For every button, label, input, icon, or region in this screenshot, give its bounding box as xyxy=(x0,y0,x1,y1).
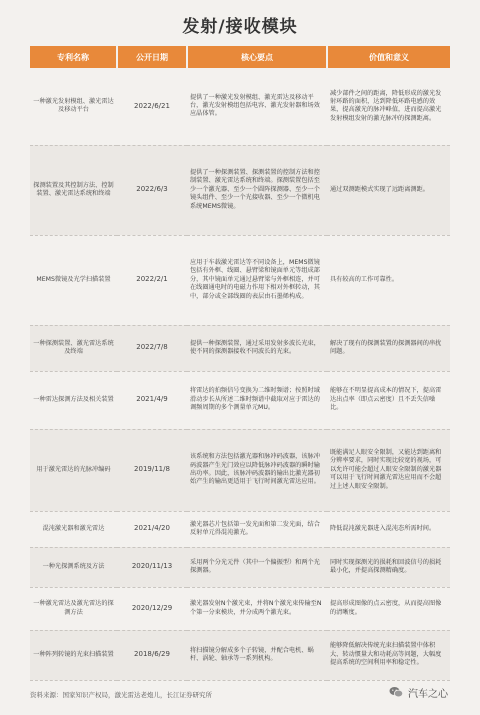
cell-core: 提供一种探测装置，通过采用发射多波长光束，使不同的探测器接收不同波长的光束。 xyxy=(187,325,327,371)
cell-value: 降低混沌激光器进入混沌态所需时间。 xyxy=(327,511,450,547)
cell-patent-name: MEMS微镜及光学扫描装置 xyxy=(30,235,117,325)
cell-core: 该系统和方法包括激光器和脉冲码波器，该脉冲码波器产生光门效应以降低脉冲码波器的瞬时输出功率。因此，该脉冲码波器的输出比激光器初始产生的输出更适用于飞行时间激光雷达应用。 xyxy=(187,429,327,511)
table-row xyxy=(30,429,450,511)
table-row xyxy=(30,235,450,325)
cell-patent-name: 探测装置及其控制方法、控制装置、激光雷达系统和终端 xyxy=(30,145,117,235)
brand-watermark xyxy=(388,684,448,700)
cell-date: 2020/12/29 xyxy=(117,587,187,630)
header-core-points: 核心要点 xyxy=(187,46,327,68)
cell-value: 通过双测距模式实现了远距离测距。 xyxy=(327,145,450,235)
cell-date: 2020/11/13 xyxy=(117,547,187,587)
cell-core: 提供了一种探测装置、探测装置的控制方法和控制装置、激光雷达系统和终端。探测装置包括至少一个激光器、至少一个圆阵探测器、至少一个镜头组件、至少一个光接收器、至少一个微机电系统MEMS微镜。 xyxy=(187,145,327,235)
table-row xyxy=(30,587,450,630)
cell-core: 提供了一种激光发射模组、激光雷达及移动平台，激光发射模组包括电容、激光发射器和场效应晶体管。 xyxy=(187,68,327,145)
table-row xyxy=(30,68,450,145)
patent-table xyxy=(30,46,450,681)
table-row xyxy=(30,547,450,587)
cell-value: 既能满足人眼安全限制，又能达到距离和分辨率要求，同时实现比较宽的视场，可以允许可能会超过人眼安全限制的激光器可以用于飞行时间激光雷达应用而不会超过上述人眼安全限制。 xyxy=(327,429,450,511)
cell-value: 同时实现探测光的损耗和回波信号的损耗最小化，并提高探测精确度。 xyxy=(327,547,450,587)
cell-value: 具有较高的工作可靠性。 xyxy=(327,235,450,325)
cell-patent-name: 一种激光发射模组、激光雷达及移动平台 xyxy=(30,68,117,145)
cell-value: 减少部件之间的距离，降低形成的激光发射环路的面积，达到降低环路电感的效果，提高激光的脉冲峰值，进而提高激光发射模组发射的激光脉冲的探测距离。 xyxy=(327,68,450,145)
cell-value: 提高形成图像的点云密度，从而提高图像的清晰度。 xyxy=(327,587,450,630)
cell-date: 2018/6/29 xyxy=(117,630,187,680)
table-row xyxy=(30,145,450,235)
cell-value: 解决了现有的探测装置的探测器间的串扰问题。 xyxy=(327,325,450,371)
cell-date: 2021/4/9 xyxy=(117,371,187,429)
cell-date: 2022/7/8 xyxy=(117,325,187,371)
cell-patent-name: 混沌激光器和激光雷达 xyxy=(30,511,117,547)
cell-core: 应用于车载激光雷达等不同设备上，MEMS微镜包括有外框、线圈、悬臂梁和镜面单元等组成部分，其中镜面单元通过悬臂梁与外框相连，并可在线圈通电时的电磁力作用下相对外框转动，其中，部分或全部线圈的表层由石墨烯构成。 xyxy=(187,235,327,325)
header-patent-name: 专利名称 xyxy=(30,46,117,68)
table-row xyxy=(30,630,450,680)
cell-value: 能够在不明显提高成本的情况下，提高雷达出点率（即点云密度）且不丢失信噪比。 xyxy=(327,371,450,429)
cell-date: 2022/2/1 xyxy=(117,235,187,325)
cell-value: 能够降低解决传统光束扫描装置中体积大、转动惯量大和功耗高等问题，大幅度提高系统的空间利用率和稳定性。 xyxy=(327,630,450,680)
table-row xyxy=(30,371,450,429)
cell-core: 将扫描镜分解成多个子转镜，并配合电机、蜗杆、涡轮、轴承等一系列机构。 xyxy=(187,630,327,680)
cell-core: 将雷达的拍频信号变换为二维时频谱；按照时域滑动步长从所述二维时频谱中截取对应于雷达的调频周期的多个测量单元MU。 xyxy=(187,371,327,429)
cell-patent-name: 一种激光雷达及激光雷达的探测方法 xyxy=(30,587,117,630)
table-row xyxy=(30,325,450,371)
cell-date: 2022/6/3 xyxy=(117,145,187,235)
cell-date: 2021/4/20 xyxy=(117,511,187,547)
cell-date: 2022/6/21 xyxy=(117,68,187,145)
source-note: 资料来源：国家知识产权局，激光雷达老炮儿，长江证券研究所 xyxy=(30,691,212,699)
cell-patent-name: 一种探测装置、激光雷达系统及终端 xyxy=(30,325,117,371)
cell-patent-name: 一种雷达探测方法及相关装置 xyxy=(30,371,117,429)
cell-patent-name: 一种阵列转镜的光束扫描装置 xyxy=(30,630,117,680)
header-publish-date: 公开日期 xyxy=(117,46,187,68)
cell-patent-name: 一种光探测系统及方法 xyxy=(30,547,117,587)
table-row xyxy=(30,511,450,547)
brand-name: 汽车之心 xyxy=(408,688,448,700)
cell-patent-name: 用于激光雷达的光脉冲编码 xyxy=(30,429,117,511)
cell-date: 2019/11/8 xyxy=(117,429,187,511)
wechat-icon xyxy=(388,684,404,700)
table-header-row xyxy=(30,46,450,68)
cell-core: 采用两个分光元件（其中一个偏振型）和两个光探测器。 xyxy=(187,547,327,587)
cell-core: 激光器芯片包括第一发光面和第二发光面，结合反射单元得混沌激光。 xyxy=(187,511,327,547)
cell-core: 激光器发射N个激光束，并将N个激光束传输至N个第一分束模块，并分成两个激光束。 xyxy=(187,587,327,630)
page-title: 发射/接收模块 xyxy=(182,17,298,37)
header-value: 价值和意义 xyxy=(327,46,450,68)
